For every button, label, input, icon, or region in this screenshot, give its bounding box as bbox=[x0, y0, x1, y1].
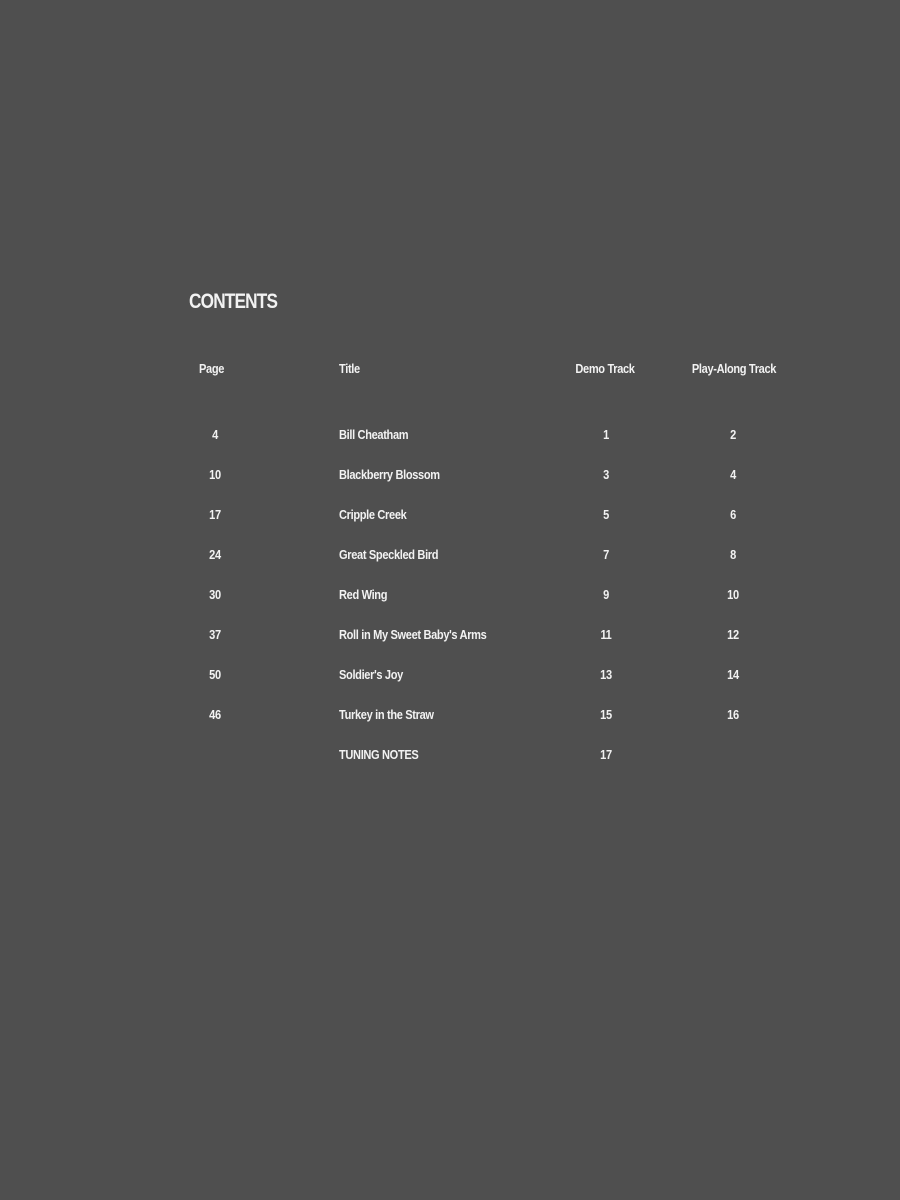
song-title: Red Wing bbox=[339, 587, 388, 602]
play-along-track-number: 4 bbox=[730, 467, 736, 482]
table-row bbox=[0, 707, 900, 747]
page-title: CONTENTS bbox=[189, 290, 278, 313]
page-number: 17 bbox=[209, 507, 221, 522]
table-row bbox=[0, 547, 900, 587]
table-row bbox=[0, 627, 900, 667]
contents-table bbox=[0, 427, 900, 787]
song-title: Bill Cheatham bbox=[339, 427, 409, 442]
table-row bbox=[0, 747, 900, 787]
demo-track-number: 5 bbox=[603, 507, 609, 522]
demo-track-number: 7 bbox=[603, 547, 609, 562]
column-header-page: Page bbox=[199, 361, 225, 376]
demo-track-number: 13 bbox=[600, 667, 612, 682]
song-title: Blackberry Blossom bbox=[339, 467, 440, 482]
column-header-play-along-track: Play-Along Track bbox=[691, 361, 777, 376]
song-title: TUNING NOTES bbox=[339, 747, 419, 762]
page-number: 46 bbox=[209, 707, 221, 722]
play-along-track-number: 14 bbox=[727, 667, 739, 682]
table-row bbox=[0, 467, 900, 507]
page-number: 30 bbox=[209, 587, 221, 602]
play-along-track-number: 12 bbox=[727, 627, 739, 642]
page-number: 24 bbox=[209, 547, 221, 562]
column-header-title: Title bbox=[339, 361, 360, 376]
song-title: Turkey in the Straw bbox=[339, 707, 434, 722]
song-title: Roll in My Sweet Baby's Arms bbox=[339, 627, 487, 642]
play-along-track-number: 2 bbox=[730, 427, 736, 442]
song-title: Cripple Creek bbox=[339, 507, 407, 522]
demo-track-number: 11 bbox=[600, 627, 612, 642]
song-title: Soldier's Joy bbox=[339, 667, 403, 682]
demo-track-number: 9 bbox=[603, 587, 609, 602]
page-number: 50 bbox=[209, 667, 221, 682]
play-along-track-number: 8 bbox=[730, 547, 736, 562]
play-along-track-number: 16 bbox=[727, 707, 739, 722]
demo-track-number: 1 bbox=[603, 427, 609, 442]
demo-track-number: 17 bbox=[600, 747, 612, 762]
demo-track-number: 3 bbox=[603, 467, 609, 482]
play-along-track-number: 6 bbox=[730, 507, 736, 522]
demo-track-number: 15 bbox=[600, 707, 612, 722]
table-row bbox=[0, 587, 900, 627]
page-number: 4 bbox=[212, 427, 218, 442]
play-along-track-number: 10 bbox=[727, 587, 739, 602]
page-number: 10 bbox=[209, 467, 221, 482]
table-row bbox=[0, 507, 900, 547]
song-title: Great Speckled Bird bbox=[339, 547, 439, 562]
table-row bbox=[0, 667, 900, 707]
column-header-demo-track: Demo Track bbox=[575, 361, 635, 376]
table-row bbox=[0, 427, 900, 467]
page-number: 37 bbox=[209, 627, 221, 642]
